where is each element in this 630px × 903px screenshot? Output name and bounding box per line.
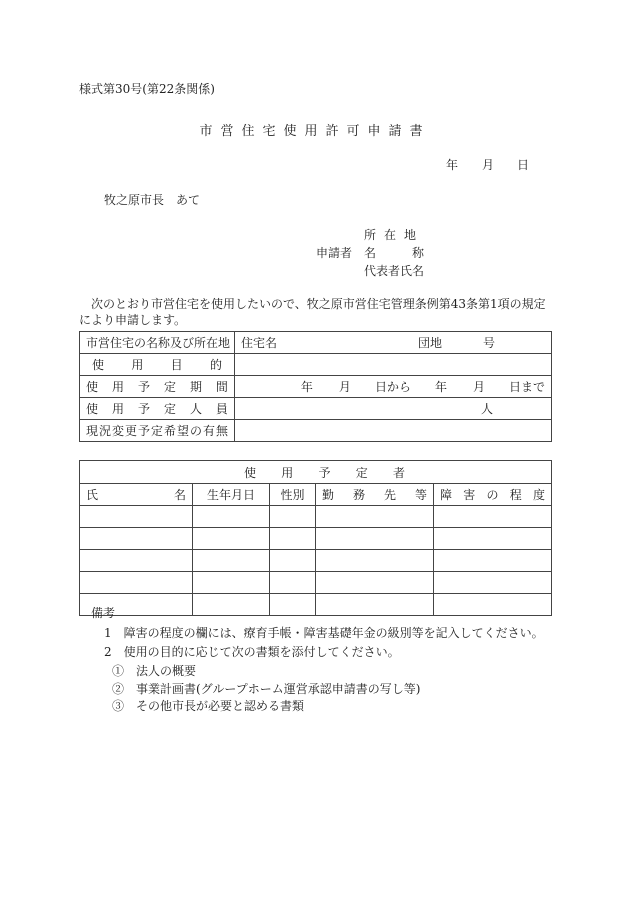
notes-title: 備考 — [91, 606, 116, 620]
form-number: 様式第30号(第22条関係) — [79, 82, 215, 96]
complex-label: 団地 — [417, 336, 442, 350]
table-row — [80, 420, 552, 442]
applicant-representative-label: 代表者氏名 — [364, 264, 425, 278]
housing-name-location-label: 市営住宅の名称及び所在地 — [80, 332, 235, 354]
status-change-field[interactable] — [235, 420, 552, 442]
status-change-label: 現況変更予定希望の有無 — [80, 420, 235, 442]
users-table — [79, 460, 552, 616]
number-label: 号 — [482, 336, 495, 350]
user-birthdate-cell[interactable] — [193, 550, 270, 572]
user-birthdate-cell[interactable] — [193, 594, 270, 616]
table-row — [80, 354, 552, 376]
col-disability: 障 害 の 程 度 — [434, 484, 552, 506]
col-gender: 性別 — [270, 484, 316, 506]
headcount-field[interactable] — [235, 398, 552, 420]
user-disability-cell[interactable] — [434, 550, 552, 572]
user-birthdate-cell[interactable] — [193, 572, 270, 594]
headcount-label: 使 用 予 定 人 員 — [80, 398, 235, 420]
user-workplace-cell[interactable] — [316, 528, 434, 550]
user-gender-cell[interactable] — [270, 572, 316, 594]
housing-name-label: 住宅名 — [241, 336, 278, 350]
applicant-name-label: 名 称 — [364, 246, 425, 260]
purpose-label: 使 用 目 的 — [80, 354, 235, 376]
user-gender-cell[interactable] — [270, 528, 316, 550]
user-disability-cell[interactable] — [434, 528, 552, 550]
user-birthdate-cell[interactable] — [193, 506, 270, 528]
note-sub-item: ② 事業計画書(グループホーム運営承認申請書の写し等) — [112, 682, 421, 696]
applicant-role-label: 申請者 — [316, 246, 353, 260]
from-day-label: 日から — [374, 380, 411, 394]
person-unit-label: 人 — [480, 402, 493, 416]
housing-name-field[interactable] — [235, 332, 552, 354]
col-birthdate: 生年月日 — [193, 484, 270, 506]
user-disability-cell[interactable] — [434, 506, 552, 528]
table-row — [80, 332, 552, 354]
addressee: 牧之原市長 あて — [104, 193, 201, 207]
user-name-cell[interactable] — [80, 550, 193, 572]
table-row — [80, 398, 552, 420]
table-row — [80, 528, 552, 550]
to-year-label: 年 — [434, 380, 447, 394]
user-workplace-cell[interactable] — [316, 550, 434, 572]
date-day-label: 日 — [517, 158, 530, 172]
note-item: 2 使用の目的に応じて次の書類を添付してください。 — [104, 645, 400, 659]
table-row — [80, 572, 552, 594]
to-day-label: 日まで — [508, 380, 545, 394]
col-name: 氏 名 — [80, 484, 193, 506]
note-item: 1 障害の程度の欄には、療育手帳・障害基礎年金の級別等を記入してください。 — [104, 626, 544, 640]
page-title: 市営住宅使用許可申請書 — [199, 124, 431, 139]
note-sub-item: ① 法人の概要 — [112, 664, 197, 678]
user-workplace-cell[interactable] — [316, 594, 434, 616]
user-disability-cell[interactable] — [434, 572, 552, 594]
user-birthdate-cell[interactable] — [193, 528, 270, 550]
user-gender-cell[interactable] — [270, 506, 316, 528]
to-month-label: 月 — [472, 380, 485, 394]
users-column-headers — [80, 484, 552, 506]
applicant-location-label: 所在地 — [364, 228, 425, 242]
usage-period-label: 使 用 予 定 期 間 — [80, 376, 235, 398]
user-gender-cell[interactable] — [270, 550, 316, 572]
table-row — [80, 376, 552, 398]
table-row — [80, 550, 552, 572]
user-name-cell[interactable] — [80, 528, 193, 550]
user-name-cell[interactable] — [80, 506, 193, 528]
note-sub-item: ③ その他市長が必要と認める書類 — [112, 699, 305, 713]
date-month-label: 月 — [482, 158, 495, 172]
user-name-cell[interactable] — [80, 572, 193, 594]
col-workplace: 勤 務 先 等 — [316, 484, 434, 506]
usage-period-field[interactable] — [235, 376, 552, 398]
from-month-label: 月 — [338, 380, 351, 394]
application-statement: 次のとおり市営住宅を使用したいので、牧之原市営住宅管理条例第43条第1項の規定により申請します。 — [79, 297, 546, 327]
users-section-header — [80, 461, 552, 484]
user-workplace-cell[interactable] — [316, 572, 434, 594]
table-row — [80, 594, 552, 616]
user-disability-cell[interactable] — [434, 594, 552, 616]
purpose-field[interactable] — [235, 354, 552, 376]
housing-info-table — [79, 331, 552, 442]
table-row — [80, 506, 552, 528]
user-workplace-cell[interactable] — [316, 506, 434, 528]
from-year-label: 年 — [300, 380, 313, 394]
date-year-label: 年 — [446, 158, 459, 172]
users-section-title: 使 用 予 定 者 — [80, 461, 552, 484]
user-gender-cell[interactable] — [270, 594, 316, 616]
